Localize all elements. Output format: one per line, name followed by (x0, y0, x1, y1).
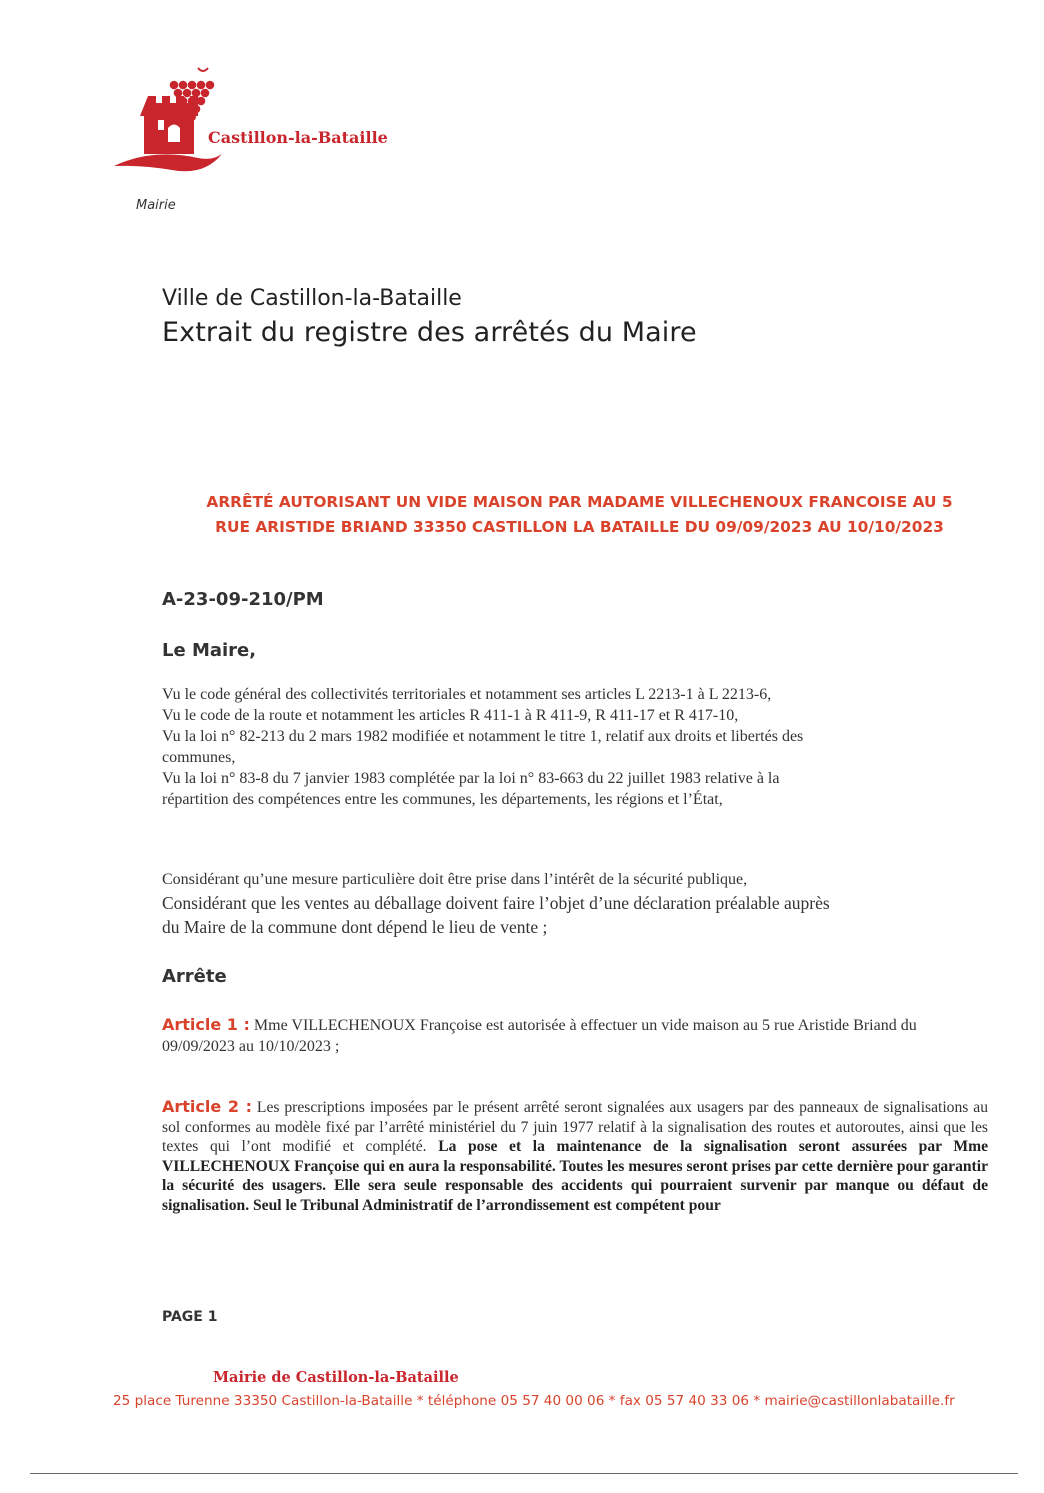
le-maire-heading: Le Maire, (162, 640, 257, 661)
visas-block (162, 684, 982, 810)
logo-town-name: Castillon-la-Bataille (208, 128, 388, 147)
visa-line: Vu la loi n° 82-213 du 2 mars 1982 modifiée et notamment le titre 1, relatif aux droits et libertés des (162, 728, 804, 745)
considerant-line: Considérant qu’une mesure particulière doit être prise dans l’intérêt de la sécurité publique, (162, 871, 748, 888)
article-1-label: Article 1 : (162, 1015, 250, 1034)
visa-line: Vu le code général des collectivités territoriales et notamment ses articles L 2213-1 à L 2213-6, (162, 686, 772, 703)
article-2-bold-text: La pose et la maintenance de la signalisation seront assurées par Mme VILLECHENOUX Françoise qui en aura la responsabilité. Toutes les mesures seront prises par cette dernière pour garantir la sécurité des usagers. Elle sera seule responsable des accidents qui pourraient survenir par manque ou défaut de signalisation. Seul le Tribunal Administratif de l’arrondissement est compétent pour (162, 1138, 988, 1214)
registre-title: Extrait du registre des arrêtés du Maire (162, 317, 697, 348)
article-2-text: Les prescriptions imposées par le présent arrêté seront signalées aux usagers par des panneaux de signalisations au sol conformes au modèle fixé par l’arrêté ministériel du 7 juin 1977 relatif à la signalisation des routes et autoroutes, ainsi que les textes qui l’ont modifié et complété. (162, 1099, 988, 1155)
visa-line: Vu le code de la route et notamment les articles R 411-1 à R 411-9, R 411-17 et R 417-10, (162, 707, 739, 724)
arrete-title-line-1: ARRÊTÉ AUTORISANT UN VIDE MAISON PAR MADAME VILLECHENOUX FRANCOISE AU 5 (206, 493, 953, 511)
tower-grapes-logo-icon (112, 62, 232, 190)
bottom-divider (30, 1473, 1018, 1474)
arrete-heading: Arrête (162, 966, 227, 987)
article-1 (162, 1014, 988, 1057)
considerant-line: du Maire de la commune dont dépend le lieu de vente ; (162, 917, 548, 937)
visa-line: répartition des compétences entre les communes, les départements, les régions et l’État, (162, 791, 723, 808)
logo-subtitle: Mairie (136, 198, 176, 213)
considerant-block (162, 869, 992, 939)
ville-heading: Ville de Castillon-la-Bataille (162, 286, 462, 311)
visa-line: communes, (162, 749, 236, 766)
arrete-title-line-2: RUE ARISTIDE BRIAND 33350 CASTILLON LA BATAILLE DU 09/09/2023 AU 10/10/2023 (215, 518, 944, 536)
article-2 (162, 1097, 988, 1215)
arrete-title (162, 490, 997, 540)
footer-address: 25 place Turenne 33350 Castillon-la-Bataille * téléphone 05 57 40 00 06 * fax 05 57 40 33 06 * mairie@castillonlabataille.fr (113, 1393, 955, 1409)
considerant-line: Considérant que les ventes au déballage doivent faire l’objet d’une déclaration préalable auprès (162, 893, 830, 913)
visa-line: Vu la loi n° 83-8 du 7 janvier 1983 complétée par la loi n° 83-663 du 22 juillet 1983 relative à la (162, 770, 780, 787)
article-1-text: Mme VILLECHENOUX Françoise est autorisée à effectuer un vide maison au 5 rue Aristide Briand du 09/09/2023 au 10/10/2023 ; (162, 1017, 917, 1055)
article-2-label: Article 2 : (162, 1097, 252, 1116)
arrete-reference: A-23-09-210/PM (162, 589, 324, 610)
page-number: PAGE 1 (162, 1309, 218, 1325)
footer-mairie-name: Mairie de Castillon-la-Bataille (213, 1369, 459, 1386)
town-logo (112, 62, 232, 190)
